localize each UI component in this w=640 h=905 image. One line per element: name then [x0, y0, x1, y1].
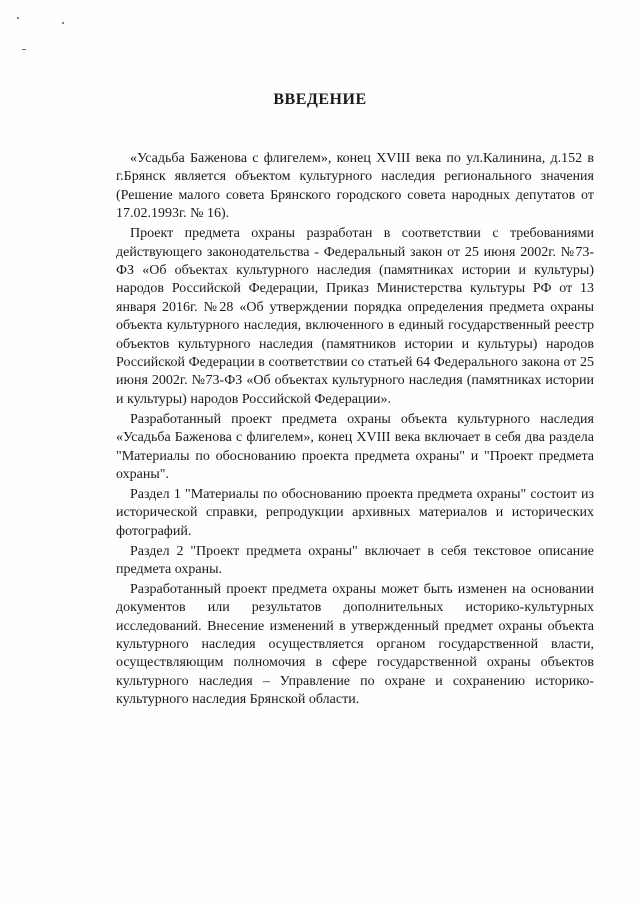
paragraph: «Усадьба Баженова с флигелем», конец XVIII века по ул.Калинина, д.152 в г.Брянск является объектом культурного наследия регионального значения (Решение малого совета Брянского городского совета народных депутатов от 17.02.1993г. № 16).	[116, 151, 594, 222]
document-heading: ВВЕДЕНИЕ	[273, 91, 367, 108]
paragraph: Разработанный проект предмета охраны может быть изменен на основании документов или результатов дополнительных историко-культурных исследований. Внесение изменений в утвержденный предмет охраны объекта культурного наследия осуществляется органом государственной власти, осуществляющим полномочия в сфере государственной охраны объектов культурного наследия – Управление по охране и сохранению историко-культурного наследия Брянской области.	[116, 581, 594, 708]
paragraph: Раздел 1 "Материалы по обоснованию проекта предмета охраны" состоит из исторической справки, репродукции архивных материалов и исторических фотографий.	[116, 486, 594, 539]
scan-speck	[22, 49, 26, 50]
scan-speck	[62, 22, 64, 24]
paragraph: Проект предмета охраны разработан в соответствии с требованиями действующего законодательства - Федеральный закон от 25 июня 2002г. №73-ФЗ «Об объектах культурного наследия (памятниках истории и культуры) народов Российской Федерации, Приказ Министерства культуры РФ от 13 января 2016г. №28 «Об утверждении порядка определения предмета охраны объекта культурного наследия, включенного в единый государственный реестр объектов культурного наследия (памятников истории и культуры) народов Российской Федерации в соответствии со статьей 64 Федерального закона от 25 июня 2002г. №73-ФЗ «Об объектах культурного наследия (памятниках истории и культуры) народов Российской Федерации».	[116, 226, 594, 407]
paragraph: Разработанный проект предмета охраны объекта культурного наследия «Усадьба Баженова с флигелем», конец XVIII века включает в себя два раздела "Материалы по обоснованию проекта предмета охраны" и "Проект предмета охраны".	[116, 411, 594, 482]
paragraph: Раздел 2 "Проект предмета охраны" включает в себя текстовое описание предмета охраны.	[116, 543, 594, 577]
scan-speck	[17, 17, 19, 19]
document-body	[116, 150, 594, 711]
